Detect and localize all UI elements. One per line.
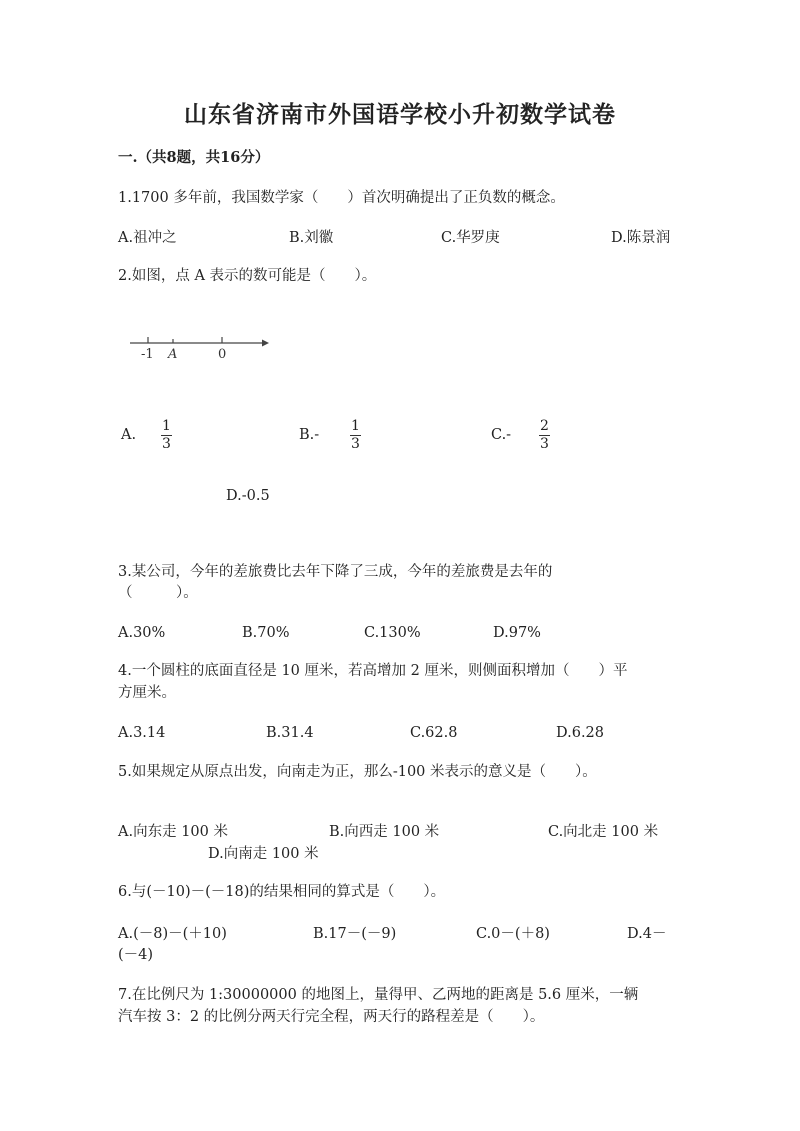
question-7-stem-line-1: 7.在比例尺为 1:30000000 的地图上，量得甲、乙两地的距离是 5.6 厘米，一辆 [118,987,639,1003]
question-1-stem: 1.1700 多年前，我国数学家（ ）首次明确提出了正负数的概念。 [118,190,565,206]
fraction-numerator: 1 [351,418,360,434]
question-2-option-b-prefix[interactable]: B.- [299,427,320,443]
label-zero: 0 [218,347,227,362]
number-line-figure [124,330,274,362]
question-5-option-b[interactable]: B.向西走 100 米 [329,824,440,840]
question-4-stem-line-1: 4.一个圆柱的底面直径是 10 厘米，若高增加 2 厘米，则侧面积增加（ ）平 [118,663,628,679]
question-6-option-a[interactable]: A.(－8)－(＋10) [118,926,227,942]
question-3-stem-line-2: （ ）。 [118,585,198,601]
question-1-option-c[interactable]: C.华罗庚 [441,230,500,246]
question-5-option-d[interactable]: D.向南走 100 米 [208,846,319,862]
fraction-numerator: 2 [540,418,549,434]
question-6-option-b[interactable]: B.17－(－9) [313,926,397,942]
question-2-option-d[interactable]: D.-0.5 [226,488,270,504]
question-4-option-c[interactable]: C.62.8 [410,725,458,741]
question-4-stem-line-2: 方厘米。 [118,685,176,701]
question-5-option-a[interactable]: A.向东走 100 米 [118,824,228,840]
question-4-option-a[interactable]: A.3.14 [118,725,166,741]
fraction-numerator: 1 [162,418,171,434]
label-minus-one: -1 [141,347,154,362]
question-3-stem-line-1: 3.某公司，今年的差旅费比去年下降了三成，今年的差旅费是去年的 [118,564,553,580]
fraction-denominator: 3 [162,436,171,452]
question-3-option-b[interactable]: B.70% [242,625,290,641]
question-2-stem: 2.如图，点 A 表示的数可能是（ ）。 [118,268,377,284]
question-7-stem-line-2: 汽车按 3：2 的比例分两天行完全程，两天行的路程差是（ ）。 [118,1009,545,1025]
question-4-option-d[interactable]: D.6.28 [556,725,605,741]
question-2-option-c-prefix[interactable]: C.- [491,427,512,443]
question-1-option-a[interactable]: A.祖冲之 [118,230,177,246]
question-2-option-b-fraction [350,419,361,452]
question-3-option-c[interactable]: C.130% [364,625,421,641]
question-2-option-c-fraction [539,419,550,452]
number-line-arrow-icon [262,340,269,347]
question-5-option-c[interactable]: C.向北走 100 米 [548,824,659,840]
question-4-option-b[interactable]: B.31.4 [266,725,314,741]
question-6-option-c[interactable]: C.0－(＋8) [476,926,550,942]
question-2-option-a-prefix[interactable]: A. [121,427,137,443]
question-3-option-d[interactable]: D.97% [493,625,541,641]
label-a: A [168,347,178,362]
fraction-denominator: 3 [351,436,360,452]
question-1-option-b[interactable]: B.刘徽 [289,230,334,246]
question-2-option-a-fraction [161,419,172,452]
section-heading: 一.（共8题，共16分） [118,149,270,166]
page-title: 山东省济南市外国语学校小升初数学试卷 [184,101,616,128]
question-5-stem: 5.如果规定从原点出发，向南走为正，那么-100 米表示的意义是（ ）。 [118,764,597,780]
question-6-option-d[interactable]: D.4－ [627,926,667,942]
fraction-denominator: 3 [540,436,549,452]
question-1-option-d[interactable]: D.陈景润 [611,230,671,246]
question-6-stem: 6.与(－10)－(－18)的结果相同的算式是（ ）。 [118,884,446,900]
question-6-option-d-continued: (－4) [118,947,154,963]
question-3-option-a[interactable]: A.30% [118,625,166,641]
